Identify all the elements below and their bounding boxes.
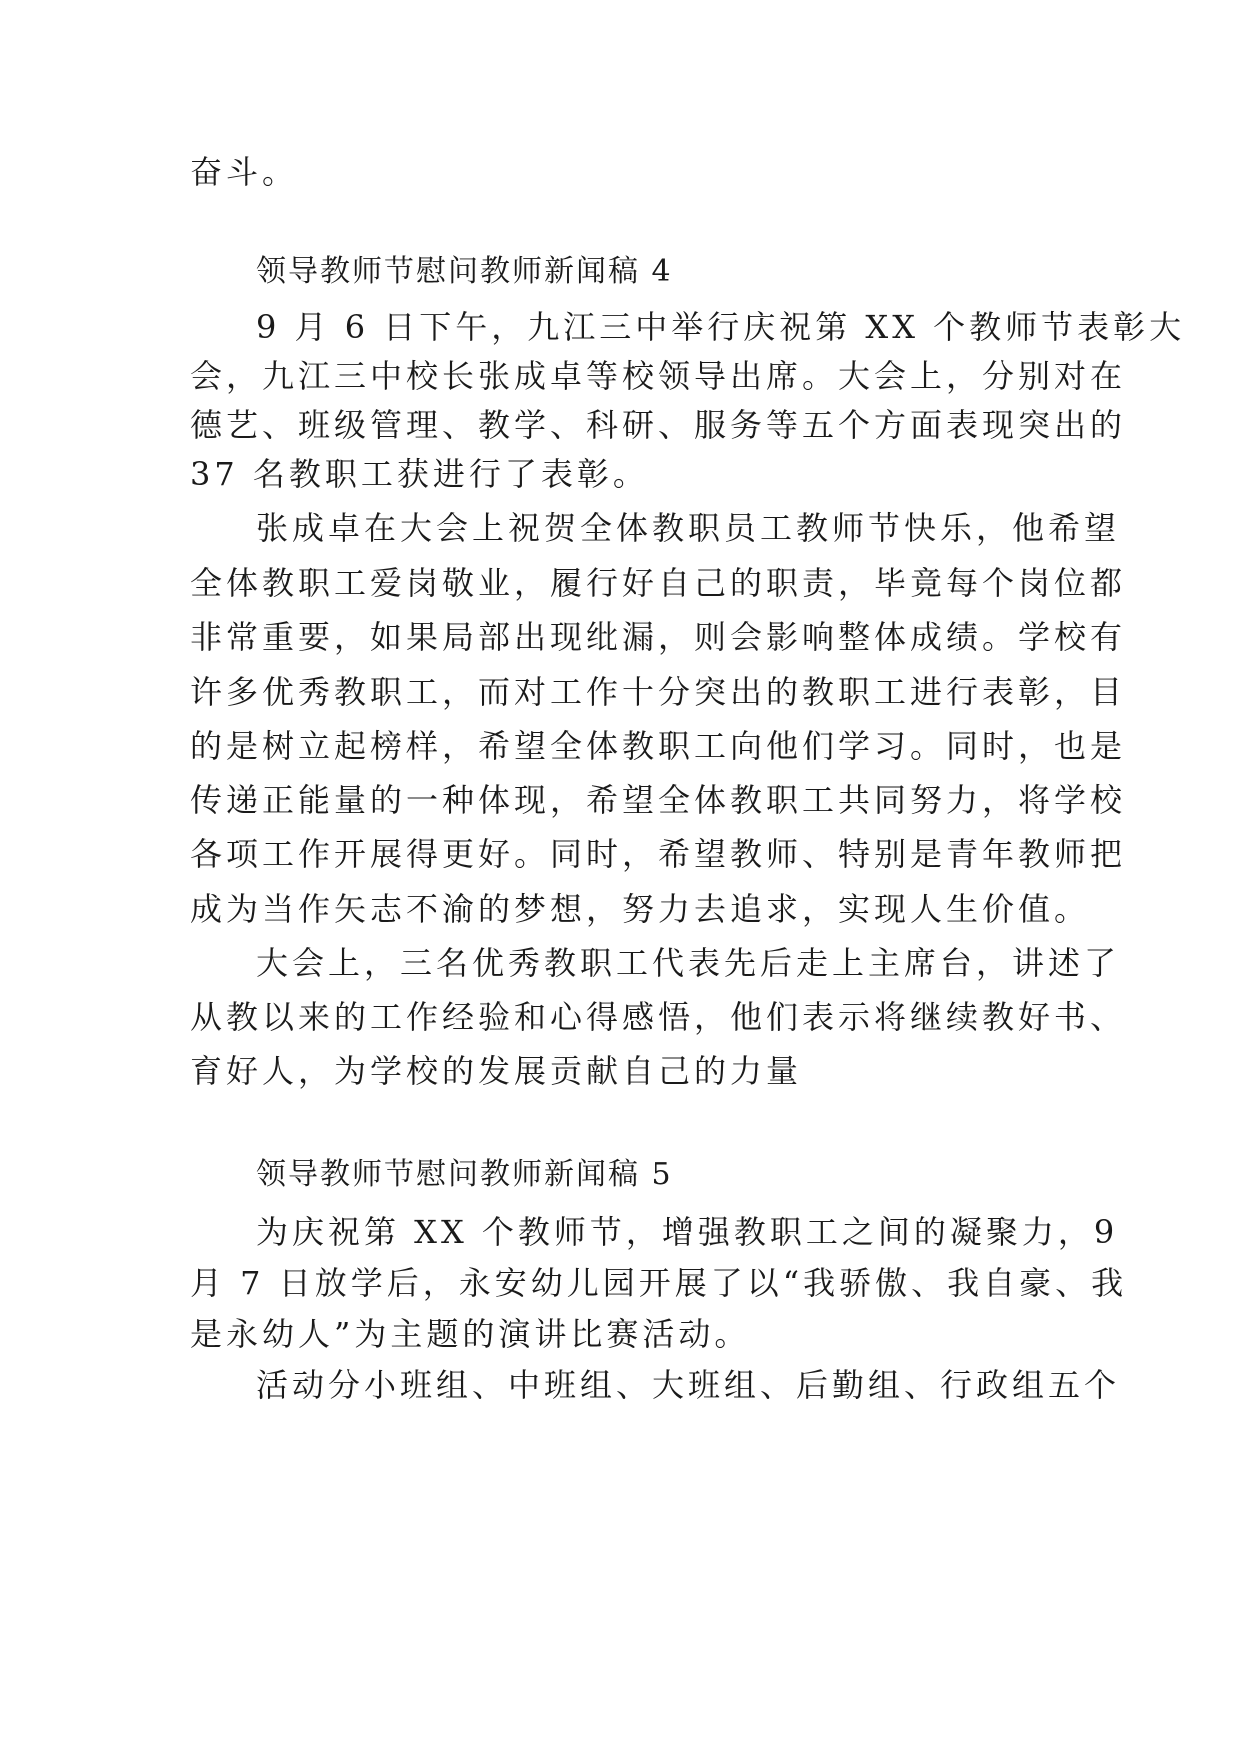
paragraph-line: 活动分小班组、中班组、大班组、后勤组、行政组五个	[256, 1366, 1121, 1404]
paragraph-line: 许多优秀教职工，而对工作十分突出的教职工进行表彰，目	[190, 673, 1127, 711]
paragraph-line: 德艺、班级管理、教学、科研、服务等五个方面表现突出的	[190, 406, 1127, 444]
paragraph-line: 为庆祝第 XX 个教师节，增强教职工之间的凝聚力，9	[256, 1213, 1119, 1251]
paragraph-line: 张成卓在大会上祝贺全体教职员工教师节快乐，他希望	[256, 509, 1121, 547]
paragraph-line: 非常重要，如果局部出现纰漏，则会影响整体成绩。学校有	[190, 618, 1127, 656]
paragraph-line: 传递正能量的一种体现，希望全体教职工共同努力，将学校	[190, 781, 1127, 819]
paragraph-line: 成为当作矢志不渝的梦想，努力去追求，实现人生价值。	[190, 890, 1091, 928]
paragraph-line: 的是树立起榜样，希望全体教职工向他们学习。同时，也是	[190, 727, 1127, 765]
continuation-text: 奋斗。	[190, 153, 299, 191]
section-5-heading: 领导教师节慰问教师新闻稿 5	[256, 1157, 673, 1192]
paragraph-line: 各项工作开展得更好。同时，希望教师、特别是青年教师把	[190, 835, 1127, 873]
paragraph-line: 全体教职工爱岗敬业，履行好自己的职责，毕竟每个岗位都	[190, 564, 1127, 602]
section-4-heading: 领导教师节慰问教师新闻稿 4	[256, 254, 673, 289]
paragraph-line: 大会上，三名优秀教职工代表先后走上主席台，讲述了	[256, 944, 1121, 982]
paragraph-line: 9 月 6 日下午，九江三中举行庆祝第 XX 个教师节表彰大	[256, 308, 1186, 346]
paragraph-line: 37 名教职工获进行了表彰。	[190, 455, 649, 493]
paragraph-line: 从教以来的工作经验和心得感悟，他们表示将继续教好书、	[190, 998, 1127, 1036]
paragraph-line: 育好人，为学校的发展贡献自己的力量	[190, 1052, 803, 1090]
paragraph-line: 月 7 日放学后，永安幼儿园开展了以“我骄傲、我自豪、我	[190, 1264, 1128, 1302]
paragraph-line: 是永幼人”为主题的演讲比赛活动。	[190, 1315, 751, 1353]
paragraph-line: 会，九江三中校长张成卓等校领导出席。大会上，分别对在	[190, 357, 1127, 395]
